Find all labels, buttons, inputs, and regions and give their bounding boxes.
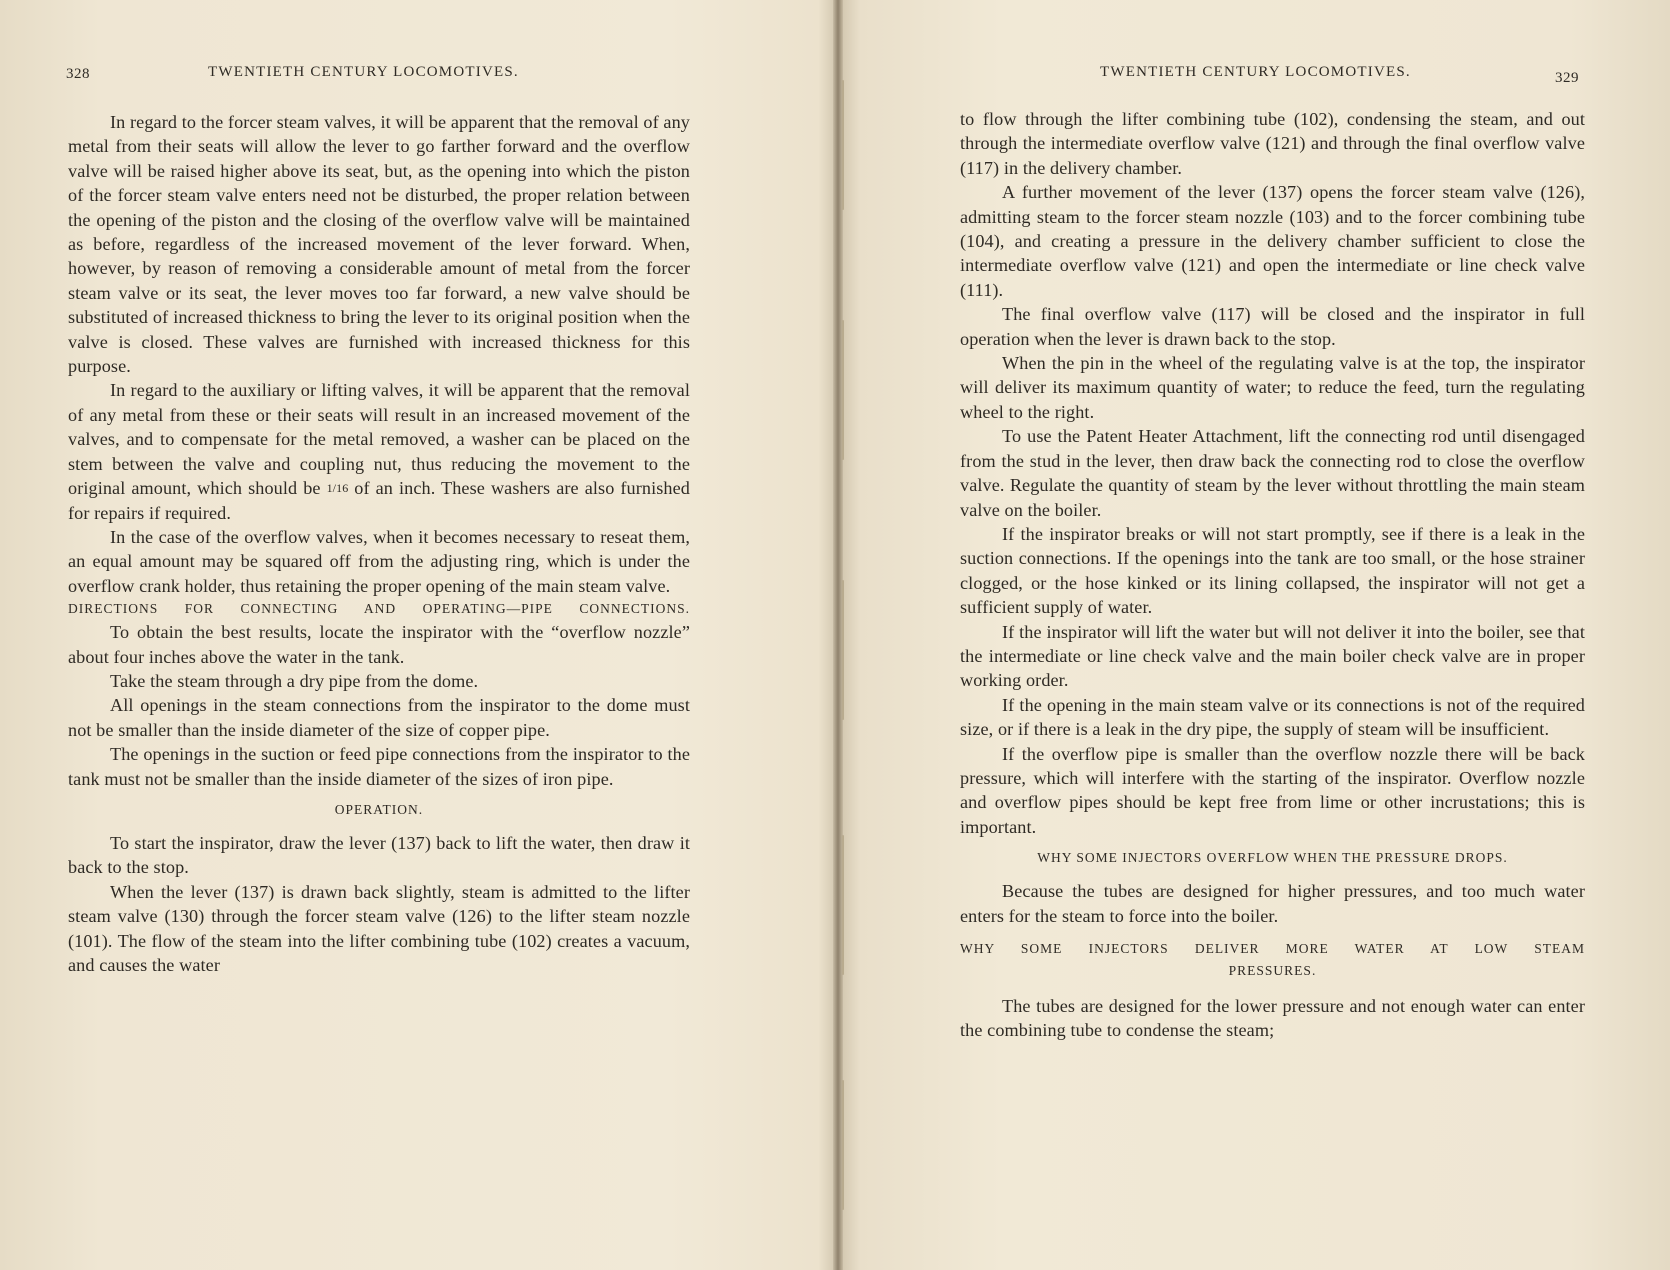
- paragraph: to flow through the lifter combining tube (102), condensing the steam, and out through the intermediate overflow valve (121) and through the final overflow valve (117) in the delivery chamber.: [960, 109, 1585, 178]
- paragraph: Take the steam through a dry pipe from the dome.: [110, 670, 479, 691]
- section-heading: WHY SOME INJECTORS DELIVER MORE WATER AT LOW STEAM: [960, 941, 1585, 956]
- page-body: [960, 107, 1585, 1043]
- paragraph: When the lever (137) is drawn back slightly, steam is admitted to the lifter steam valve (130) through the forcer steam valve (126) to the lifter steam nozzle (101). The flow of the steam into the lifter combining tube (102) creates a vacuum, and causes the water: [68, 881, 690, 975]
- paragraph: To use the Patent Heater Attachment, lift the connecting rod until disengaged from the stud in the lever, then draw back the connecting rod to close the overflow valve. Regulate the quantity of steam by the lever without throttling the main steam valve on the boiler.: [960, 426, 1585, 520]
- paragraph: All openings in the steam connections from the inspirator to the dome must not be smaller than the inside diameter of the size of copper pipe.: [68, 695, 690, 740]
- paragraph: The openings in the suction or feed pipe connections from the inspirator to the tank must not be smaller than the inside diameter of the sizes of iron pipe.: [68, 744, 690, 789]
- paragraph: [68, 378, 690, 524]
- paragraph: To obtain the best results, locate the inspirator with the “overflow nozzle” about four inches above the water in the tank.: [68, 622, 690, 667]
- section-heading: WHY SOME INJECTORS OVERFLOW WHEN THE PRESSURE DROPS.: [1037, 850, 1508, 866]
- paragraph-text: In regard to the auxiliary or lifting valves, it will be apparent that the removal of any metal from these or their seats will result in an increased movement of the valves, and to compensate for the metal removed, a washer can be placed on the stem between the valve and coupling nut, thus reducing the movement to the original amount, which should be: [68, 380, 690, 499]
- paragraph: When the pin in the wheel of the regulating valve is at the top, the inspirator will deliver its maximum quantity of water; to reduce the feed, turn the regulating wheel to the right.: [960, 353, 1585, 422]
- paragraph: Because the tubes are designed for higher pressures, and too much water enters for the steam to force into the boiler.: [960, 881, 1585, 926]
- paragraph: In the case of the overflow valves, when it becomes necessary to reseat them, an equal amount may be squared off from the adjusting ring, which is under the overflow crank holder, thus retaining the proper opening of the main steam valve.: [68, 526, 690, 596]
- section-heading: DIRECTIONS FOR CONNECTING AND OPERATING—PIPE CONNECTIONS.: [68, 601, 690, 617]
- paragraph: The final overflow valve (117) will be closed and the inspirator in full operation when the lever is drawn back to the stop.: [960, 304, 1585, 349]
- paragraph: In regard to the forcer steam valves, it will be apparent that the removal of any metal from their seats will allow the lever to go farther forward and the overflow valve will be raised higher above its seat, but, as the opening into which the piston of the forcer steam valve enters need not be disturbed, the proper relation between the opening of the piston and the closing of the overflow valve will be maintained as before, regardless of the increased movement of the lever forward. When, however, by reason of removing a considerable amount of metal from the forcer steam valve or its seat, the lever moves too far forward, a new valve should be substituted of increased thickness to bring the lever to its original position when the valve is closed. These valves are furnished with increased thickness for this purpose.: [68, 112, 690, 377]
- section-heading: PRESSURES.: [1228, 963, 1317, 978]
- paragraph: To start the inspirator, draw the lever (137) back to lift the water, then draw it back to the stop.: [68, 832, 690, 878]
- fraction: 1/16: [326, 481, 349, 496]
- paragraph: A further movement of the lever (137) opens the forcer steam valve (126), admitting steam to the forcer steam nozzle (103) and to the forcer combining tube (104), and creating a pressure in the delivery chamber sufficient to close the intermediate overflow valve (121) and open the intermediate or line check valve (111).: [960, 182, 1585, 300]
- left-page: [0, 0, 833, 1270]
- running-head: TWENTIETH CENTURY LOCOMOTIVES.: [208, 64, 519, 80]
- paragraph: If the opening in the main steam valve or its connections is not of the required size, or if there is a leak in the dry pipe, the supply of steam will be insufficient.: [960, 694, 1585, 740]
- paragraph: If the inspirator will lift the water but will not deliver it into the boiler, see that the intermediate or line check valve and the main boiler check valve are in proper working order.: [960, 621, 1585, 691]
- paragraph: If the inspirator breaks or will not start promptly, see if there is a leak in the suction connections. If the openings into the tank are too small, or the hose strainer clogged, or the hose kinked or its lining collapsed, the inspirator will not get a sufficient supply of water.: [960, 523, 1585, 618]
- paragraph: If the overflow pipe is smaller than the overflow nozzle there will be back pressure, which will interfere with the starting of the inspirator. Overflow nozzle and overflow pipes should be kept free from lime or other incrustations; this is important.: [960, 743, 1585, 837]
- section-heading: OPERATION.: [334, 801, 424, 817]
- page-number: 329: [1555, 70, 1579, 86]
- paragraph: The tubes are designed for the lower pressure and not enough water can enter the combining tube to condense the steam;: [960, 996, 1585, 1041]
- right-page: [843, 0, 1670, 1270]
- page-header: [0, 64, 833, 88]
- running-head: TWENTIETH CENTURY LOCOMOTIVES.: [1100, 64, 1411, 80]
- paragraph-text: of an inch. These washers are also furnished for repairs if required.: [68, 478, 690, 523]
- page-number: 328: [66, 66, 90, 82]
- page-body: [68, 110, 690, 977]
- page-header: [843, 64, 1670, 88]
